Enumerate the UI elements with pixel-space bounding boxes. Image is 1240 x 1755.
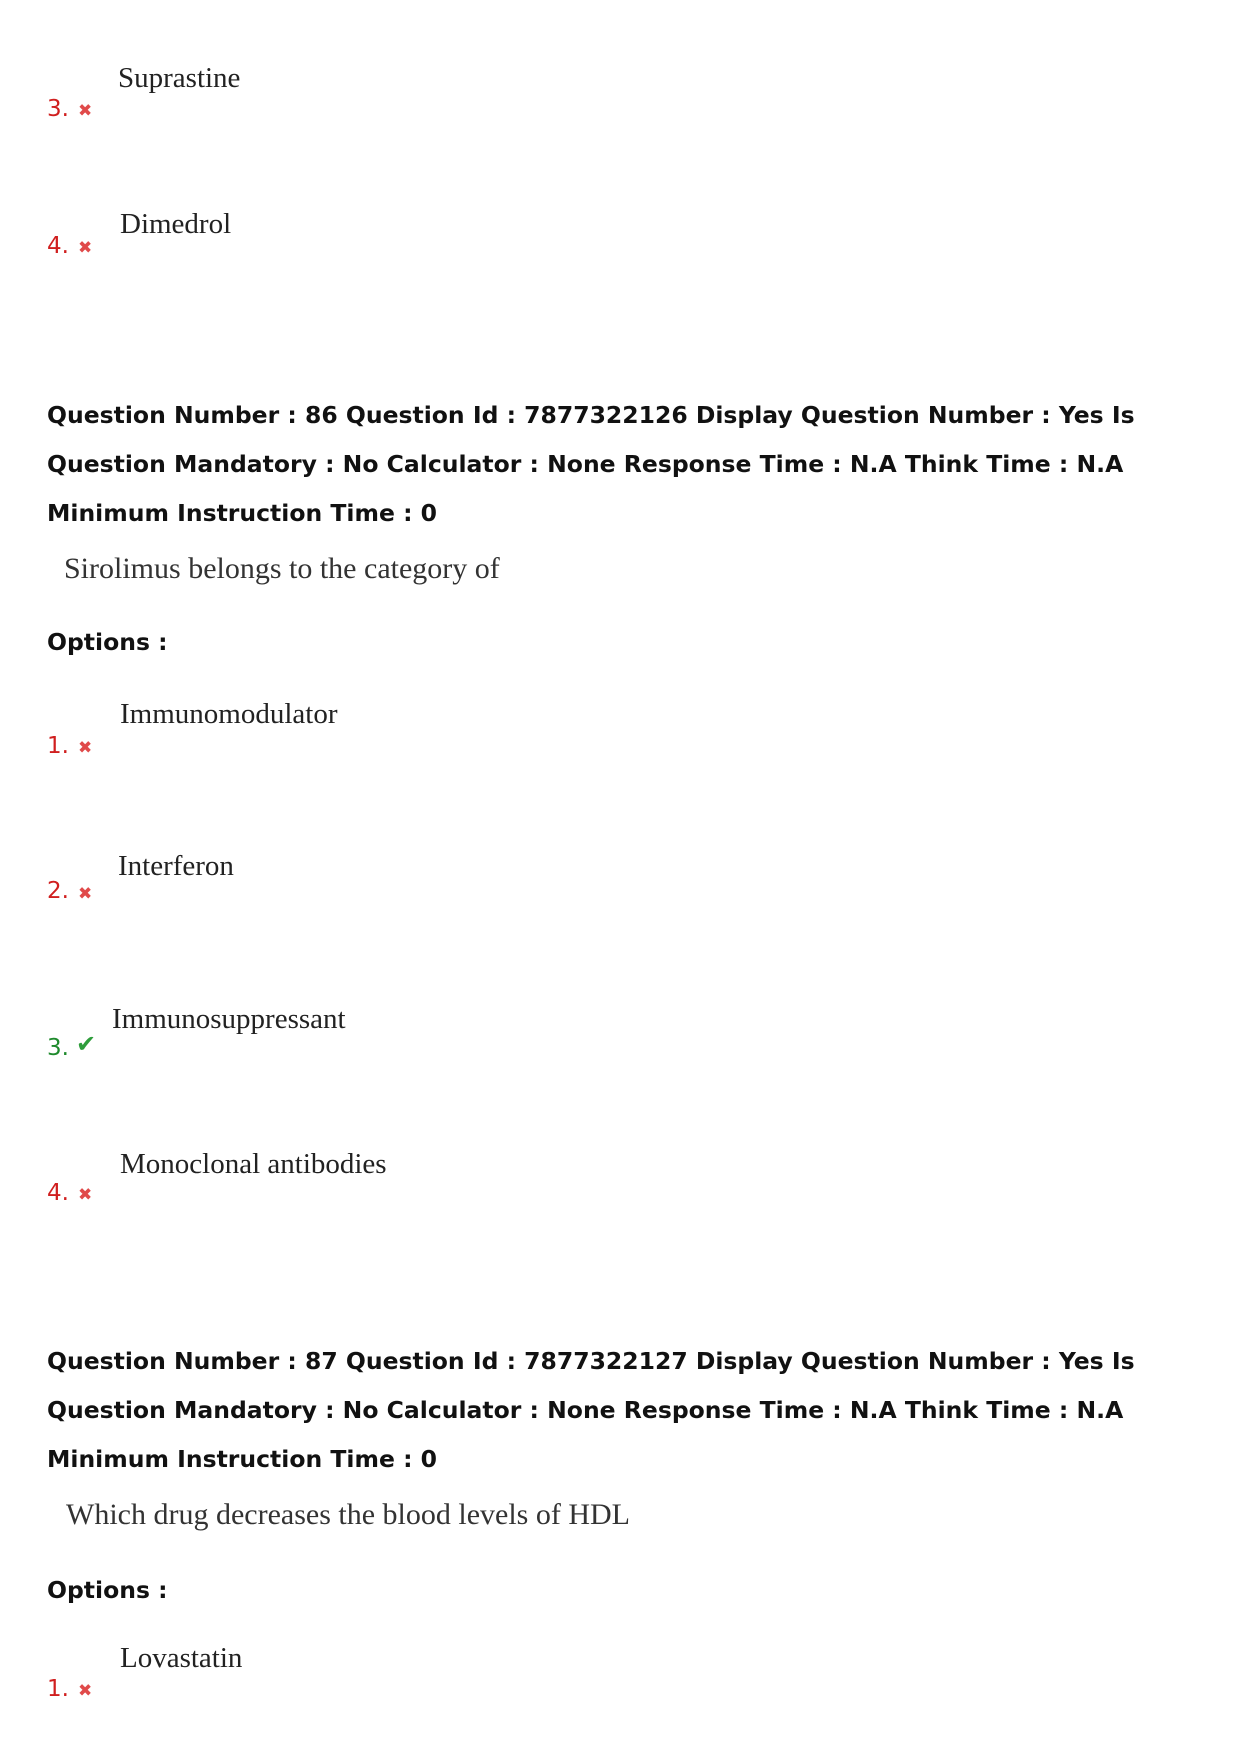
option-number: 1. xyxy=(47,1676,69,1702)
option-number: 4. xyxy=(47,1180,69,1206)
cross-icon: ✖ xyxy=(78,884,93,904)
cross-icon: ✖ xyxy=(78,1681,93,1701)
option-text: Lovastatin xyxy=(120,1642,243,1674)
question-text: Which drug decreases the blood levels of HDL xyxy=(66,1498,630,1531)
option-number: 3. xyxy=(47,96,69,122)
cross-icon: ✖ xyxy=(78,738,93,758)
option-number: 1. xyxy=(47,733,69,759)
question-text: Sirolimus belongs to the category of xyxy=(64,552,500,585)
question-meta: Question Number : 87 Question Id : 7877322127 Display Question Number : Yes Is Question Mandatory : No Calculator : None Response Time : N.A Think Time : N.A Minimum Instruction Time : 0 xyxy=(47,1347,1135,1473)
check-icon: ✔ xyxy=(76,1030,97,1058)
option-text: Interferon xyxy=(118,850,234,882)
option-text: Suprastine xyxy=(118,62,241,94)
option-text: Immunosuppressant xyxy=(112,1003,346,1035)
option-text: Monoclonal antibodies xyxy=(120,1148,387,1180)
option-number: 3. xyxy=(47,1035,69,1061)
option-text: Dimedrol xyxy=(120,208,232,240)
option-number: 4. xyxy=(47,233,69,259)
option-text: Immunomodulator xyxy=(120,698,338,730)
question-meta: Question Number : 86 Question Id : 7877322126 Display Question Number : Yes Is Question Mandatory : No Calculator : None Response Time : N.A Think Time : N.A Minimum Instruction Time : 0 xyxy=(47,401,1135,527)
options-label: Options : xyxy=(47,1576,168,1604)
cross-icon: ✖ xyxy=(78,1185,93,1205)
cross-icon: ✖ xyxy=(78,101,93,121)
option-number: 2. xyxy=(47,878,69,904)
cross-icon: ✖ xyxy=(78,238,93,258)
options-label: Options : xyxy=(47,628,168,656)
